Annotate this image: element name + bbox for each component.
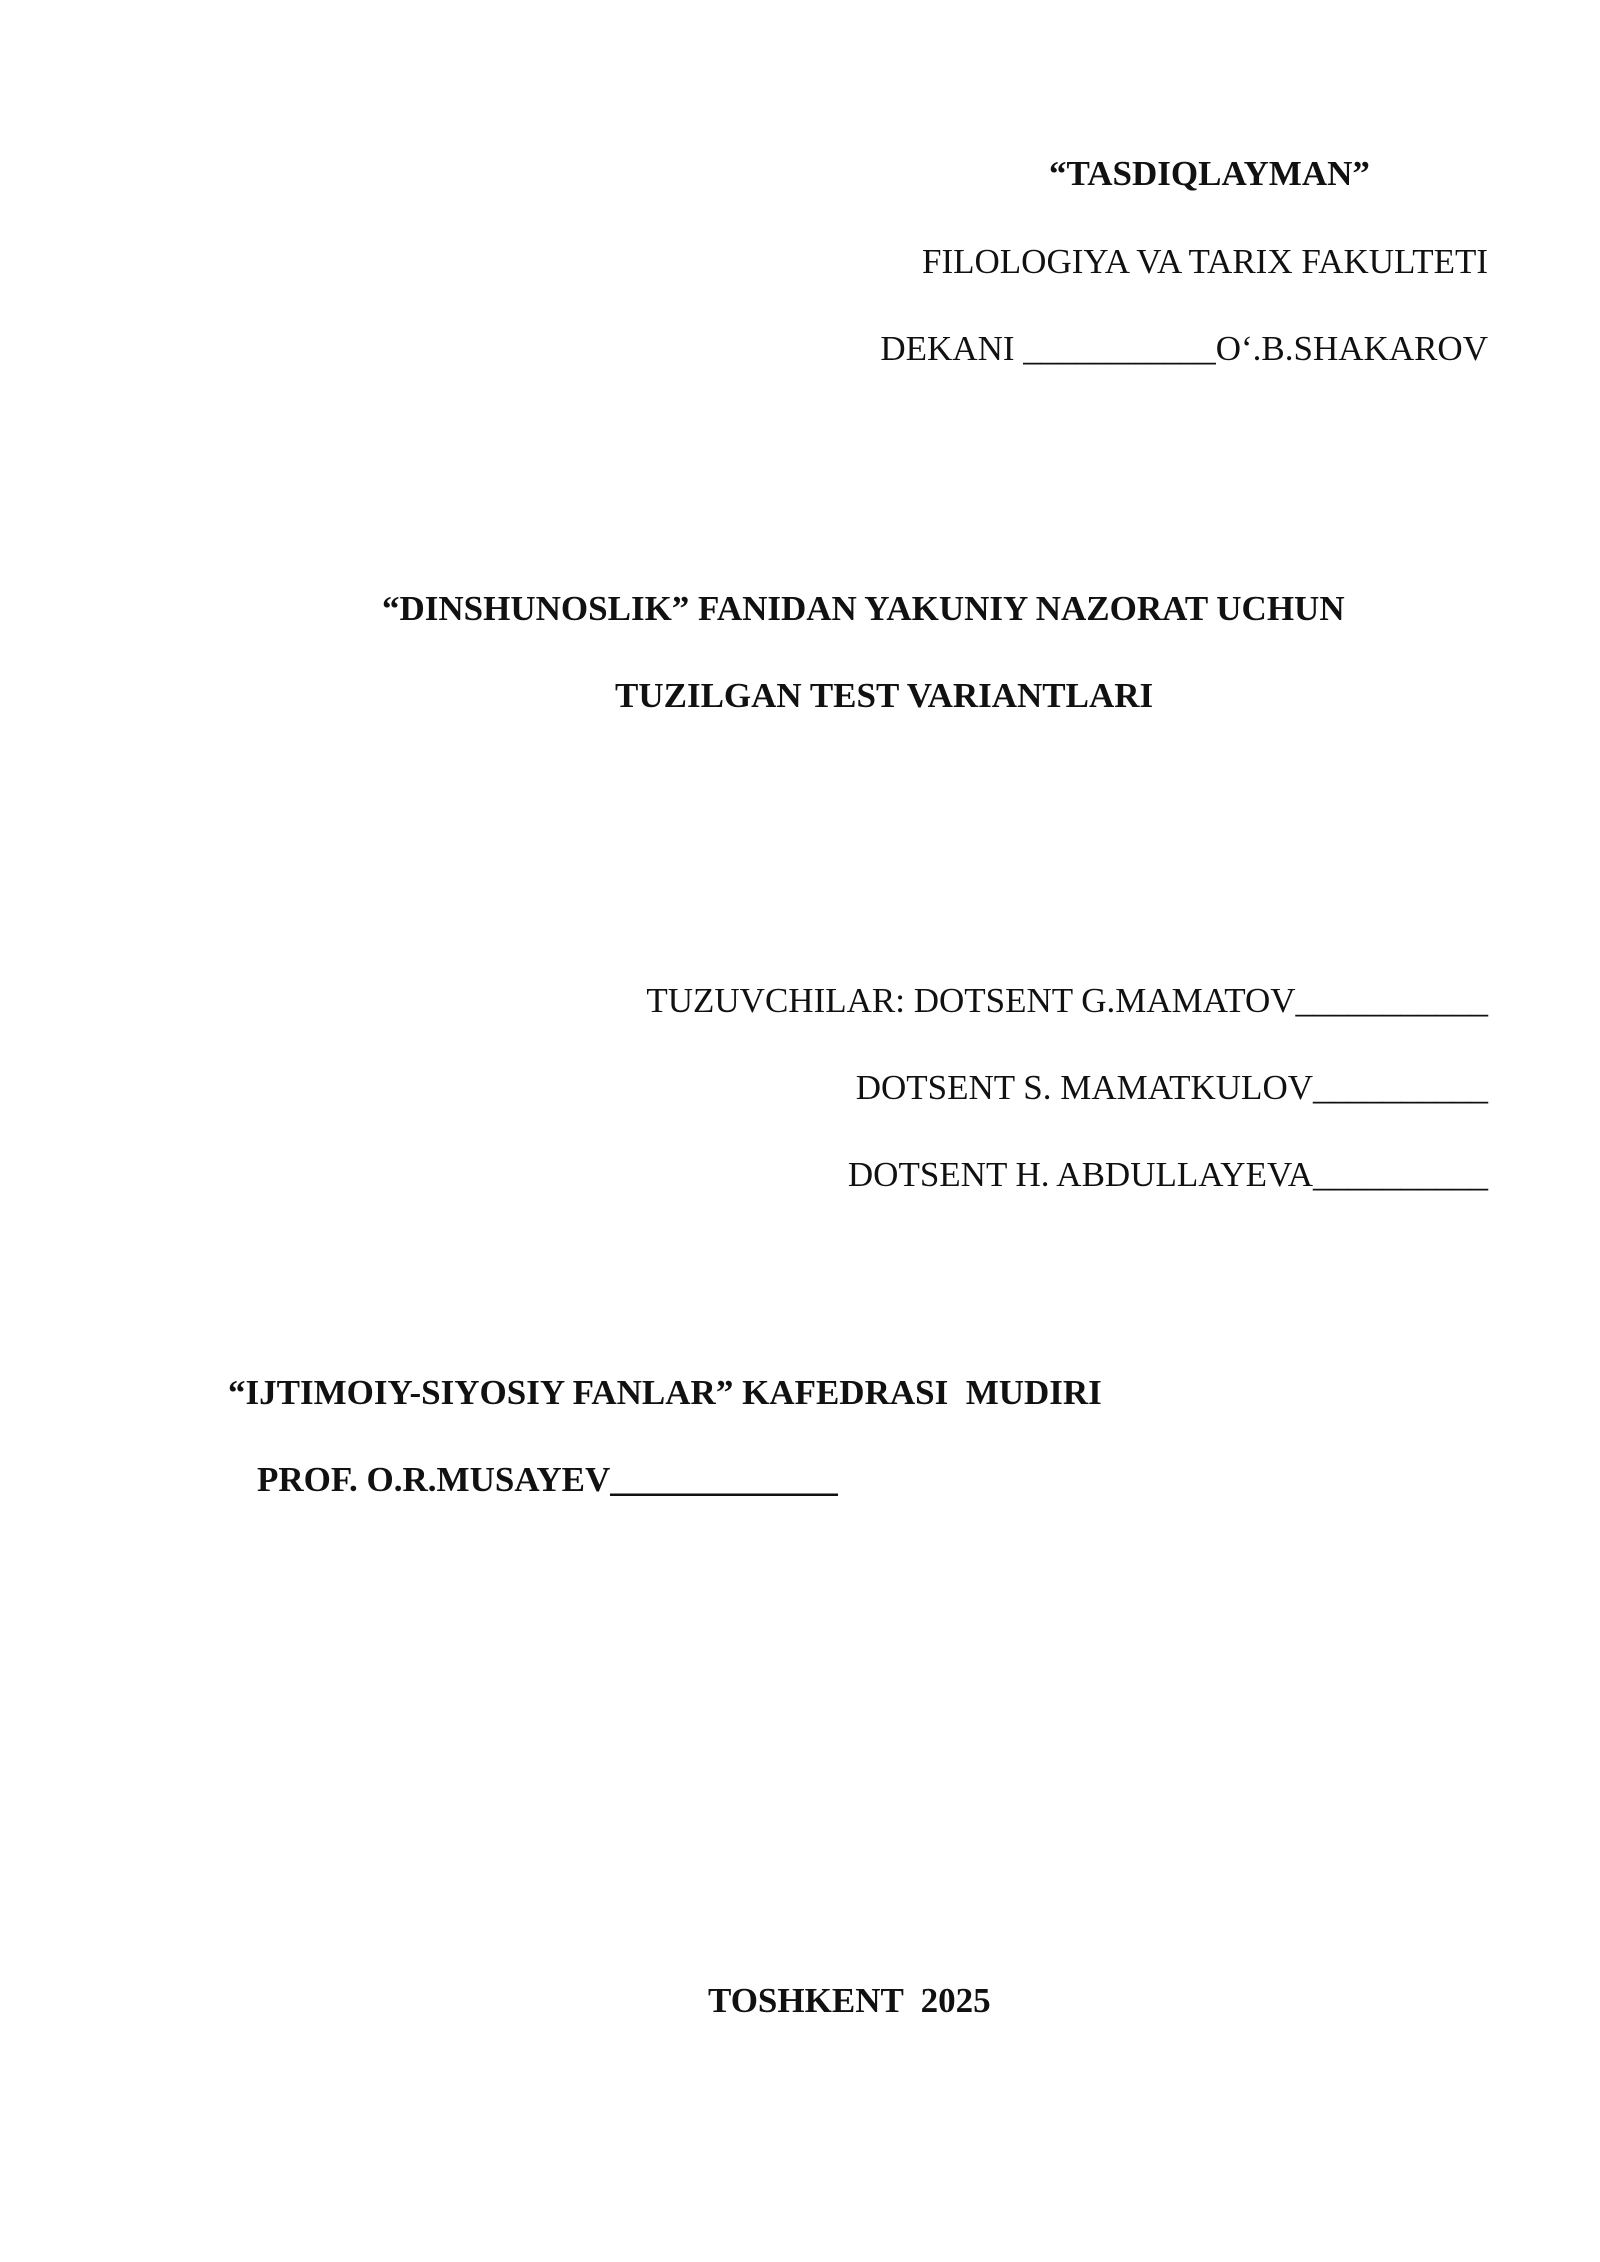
document-title-line2: TUZILGAN TEST VARIANTLARI bbox=[615, 676, 1154, 715]
faculty-name: FILOLOGIYA VA TARIX FAKULTETI bbox=[922, 242, 1488, 281]
approval-heading: “TASDIQLAYMAN” bbox=[1049, 154, 1370, 193]
compiler-line-2: DOTSENT S. MAMATKULOV__________ bbox=[855, 1068, 1488, 1107]
document-title-line1: “DINSHUNOSLIK” FANIDAN YAKUNIY NAZORAT UCHUN bbox=[382, 589, 1345, 628]
department-head-name: PROF. O.R.MUSAYEV_____________ bbox=[257, 1460, 838, 1499]
city-year: TOSHKENT 2025 bbox=[708, 1981, 991, 2020]
compiler-line-1: TUZUVCHILAR: DOTSENT G.MAMATOV___________ bbox=[646, 981, 1488, 1020]
department-head-title: “IJTIMOIY-SIYOSIY FANLAR” KAFEDRASI MUDIRI bbox=[228, 1373, 1102, 1412]
dean-signature-line: DEKANI ___________O‘.B.SHAKAROV bbox=[880, 329, 1488, 368]
compiler-line-3: DOTSENT H. ABDULLAYEVA__________ bbox=[847, 1155, 1488, 1194]
